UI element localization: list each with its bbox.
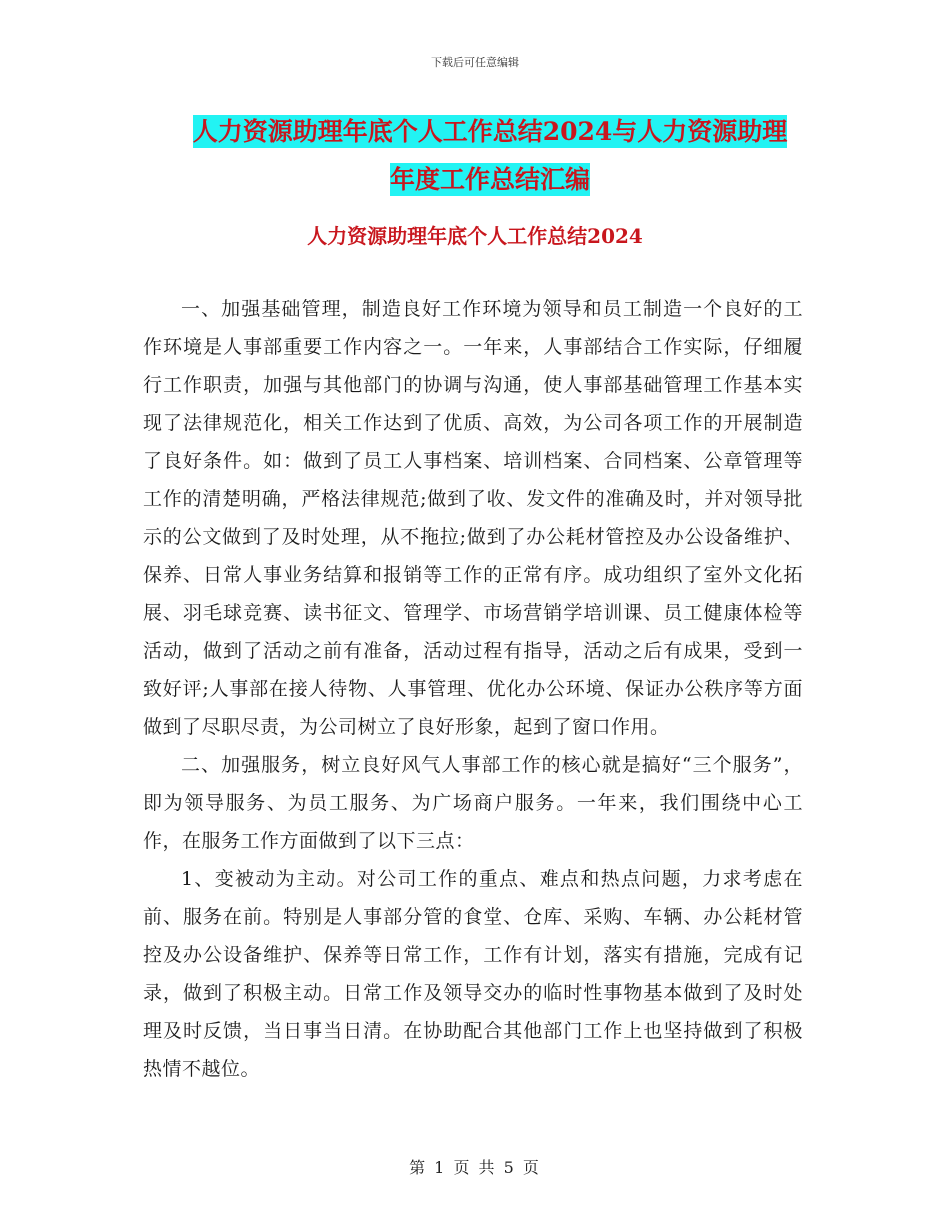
paragraph: 二、加强服务，树立良好风气人事部工作的核心就是搞好“三个服务”，即为领导服务、为员工服务、为广场商户服务。一年来，我们围绕中心工作，在服务工作方面做到了以下三点： <box>143 754 803 852</box>
title-line-2: 年度工作总结汇编 <box>389 165 590 194</box>
header-note: 下载后可任意编辑 <box>431 56 519 69</box>
document-body <box>143 290 803 1088</box>
page-footer: 第 1 页 共 5 页 <box>409 1158 541 1177</box>
paragraph: 1、变被动为主动。对公司工作的重点、难点和热点问题，力求考虑在前、服务在前。特别是人事部分管的食堂、仓库、采购、车辆、办公耗材管控及办公设备维护、保养等日常工作，工作有计划，落实有措施，完成有记录，做到了积极主动。日常工作及领导交办的临时性事物基本做到了及时处理及时反馈，当日事当日清。在协助配合其他部门工作上也坚持做到了积极热情不越位。 <box>143 868 803 1080</box>
document-title <box>140 108 840 204</box>
title-line-1: 人力资源助理年底个人工作总结2024与人力资源助理 <box>192 117 788 146</box>
paragraph: 一、加强基础管理，制造良好工作环境为领导和员工制造一个良好的工作环境是人事部重要工作内容之一。一年来，人事部结合工作实际，仔细履行工作职责，加强与其他部门的协调与沟通，使人事部基础管理工作基本实现了法律规范化，相关工作达到了优质、高效，为公司各项工作的开展制造了良好条件。如：做到了员工人事档案、培训档案、合同档案、公章管理等工作的清楚明确，严格法律规范;做到了收、发文件的准确及时，并对领导批示的公文做到了及时处理，从不拖拉;做到了办公耗材管控及办公设备维护、保养、日常人事业务结算和报销等工作的正常有序。成功组织了室外文化拓展、羽毛球竞赛、读书征文、管理学、市场营销学培训课、员工健康体检等活动，做到了活动之前有准备，活动过程有指导，活动之后有成果，受到一致好评;人事部在接人待物、人事管理、优化办公环境、保证办公秩序等方面做到了尽职尽责，为公司树立了良好形象，起到了窗口作用。 <box>143 298 803 738</box>
section-title: 人力资源助理年底个人工作总结2024 <box>307 224 643 248</box>
